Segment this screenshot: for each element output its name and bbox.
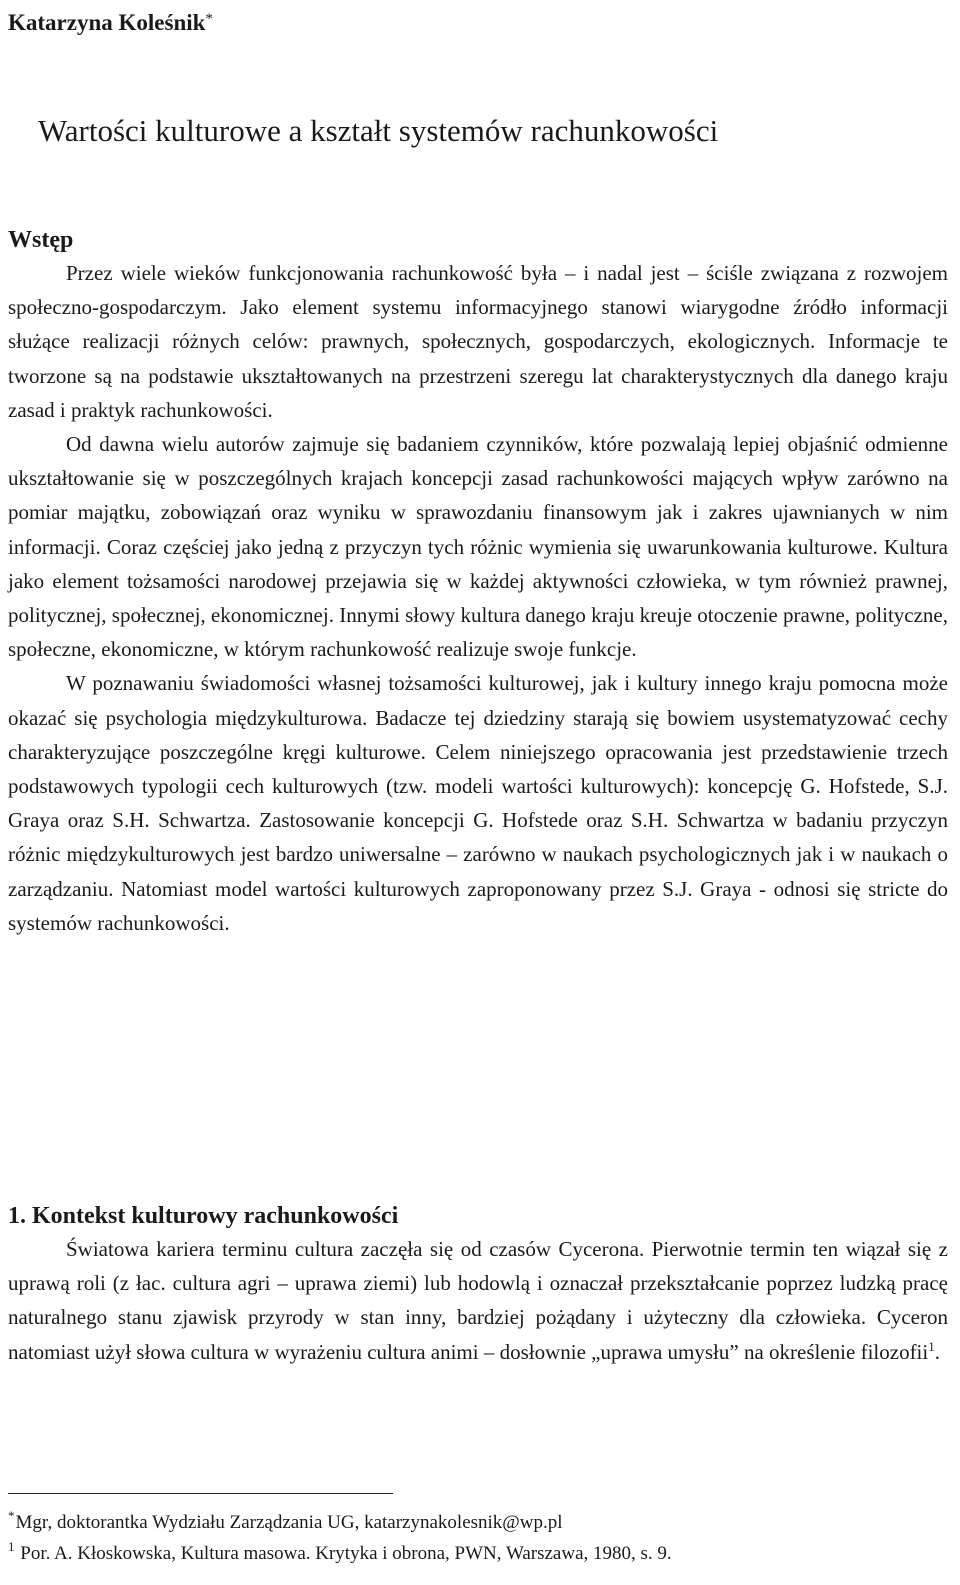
footnote-reference-1: 1 [928,1338,935,1354]
section-1-paragraph-text: Światowa kariera terminu cultura zaczęła się od czasów Cycerona. Pierwotnie termin ten wiązał się z uprawą roli (z łac. cultura agri – uprawa ziemi) lub hodowlą i oznaczał przekształcanie poprzez ludzką pracę naturalnego stanu zjawisk przyrody w stan inny, bardziej pożądany i użyteczny dla człowieka. Cyceron natomiast użył słowa cultura w wyrażeniu cultura animi – dosłownie „uprawa umysłu” na określenie filozofii [8,1237,948,1364]
footnote-text: Por. A. Kłoskowska, Kultura masowa. Krytyka i obrona, PWN, Warszawa, 1980, s. 9. [20,1543,672,1564]
section-heading-1: 1. Kontekst kulturowy rachunkowości [8,1203,399,1229]
intro-paragraph-1: Przez wiele wieków funkcjonowania rachunkowość była – i nadal jest – ściśle związana z rozwojem społeczno-gospodarczym. Jako element systemu informacyjnego stanowi wiarygodne źródło informacji służące realizacji różnych celów: prawnych, społecznych, gospodarczych, ekologicznych. Informacje te tworzone są na podstawie ukształtowanych na przestrzeni szeregu lat charakterystycznych dla danego kraju zasad i praktyk rachunkowości. [8,261,948,422]
footnote-text: Mgr, doktorantka Wydziału Zarządzania UG, katarzynakolesnik@wp.pl [15,1512,563,1533]
intro-section [8,224,948,940]
footnote-author [8,1508,948,1539]
author-name [8,8,213,38]
footnote-mark: 1 [8,1539,15,1554]
intro-paragraph-3: W poznawaniu świadomości własnej tożsamości kulturowej, jak i kultury innego kraju pomocna może okazać się psychologia międzykulturowa. Badacze tej dziedziny starają się bowiem usystematyzować cechy charakteryzujące poszczególne kręgi kulturowe. Celem niniejszego opracowania jest przedstawienie trzech podstawowych typologii cech kulturowych (tzw. modeli wartości kulturowych): koncepcję G. Hofstede, S.J. Graya oraz S.H. Schwartza. Zastosowanie koncepcji G. Hofstede oraz S.H. Schwartza w badaniu przyczyn różnic międzykulturowych jest bardzo uniwersalne – zarówno w naukach psychologicznych jak i w naukach o zarządzaniu. Natomiast model wartości kulturowych zaproponowany przez S.J. Graya - odnosi się stricte do systemów rachunkowości. [8,671,948,935]
footnotes [8,1508,948,1570]
section-1-paragraph [8,1232,948,1372]
section-1-paragraph-end: . [934,1339,940,1364]
paper-title: Wartości kulturowe a kształt systemów rachunkowości [38,113,719,148]
footnote-separator [8,1493,393,1494]
footnote-mark: * [8,1508,15,1523]
author-footnote-mark: * [205,11,213,27]
section-heading-intro: Wstęp [8,227,74,253]
author-name-text: Katarzyna Koleśnik [8,10,206,35]
footnote-1 [8,1539,948,1570]
section-1 [8,1200,948,1372]
intro-paragraph-2: Od dawna wielu autorów zajmuje się badaniem czynników, które pozwalają lepiej objaśnić odmienne ukształtowanie się w poszczególnych krajach koncepcji zasad rachunkowości mających wpływ zarówno na pomiar majątku, zobowiązań oraz wyniku w sprawozdaniu finansowym jak i zakres ujawnianych w nim informacji. Coraz częściej jako jedną z przyczyn tych różnic wymienia się uwarunkowania kulturowe. Kultura jako element tożsamości narodowej przejawia się w każdej aktywności człowieka, w tym również prawnej, politycznej, społecznej, ekonomicznej. Innymi słowy kultura danego kraju kreuje otoczenie prawne, polityczne, społeczne, ekonomiczne, w którym rachunkowość realizuje swoje funkcje. [8,432,949,662]
